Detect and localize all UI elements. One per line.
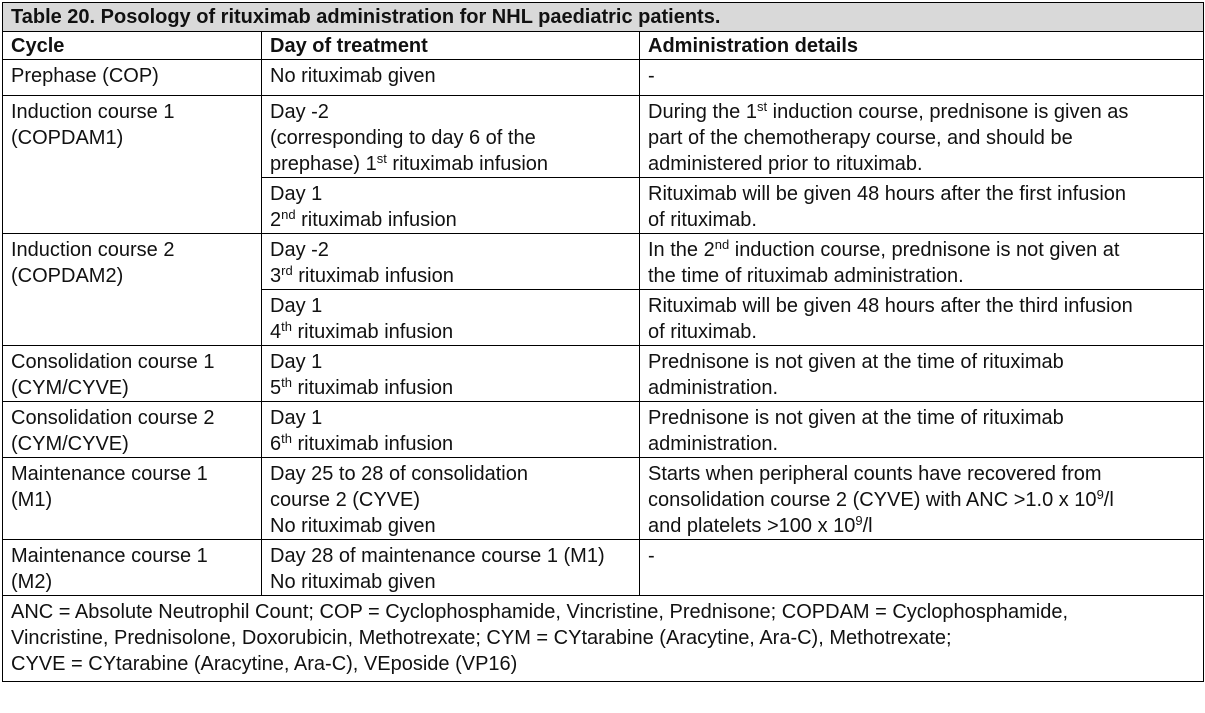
day-line: Day -2 (270, 239, 329, 261)
details-cell: - (640, 540, 1204, 596)
footnote-line: Vincristine, Prednisolone, Doxorubicin, Methotrexate; CYM = CYtarabine (Aracytine, Ara-C), Methotrexate; (11, 627, 952, 649)
header-cycle: Cycle (3, 32, 262, 60)
cycle-line: Consolidation course 1 (11, 351, 215, 373)
day-line: Day 1 (270, 351, 323, 373)
ordinal-suffix: th (281, 375, 292, 390)
text-part: 4 (270, 321, 282, 343)
cycle-cell (3, 234, 262, 346)
day-line: (corresponding to day 6 of the (270, 127, 536, 149)
day-line (270, 263, 631, 289)
text-part: 5 (270, 377, 282, 399)
text-part: rituximab infusion (386, 153, 549, 175)
day-line (270, 207, 631, 233)
text-part: /l (1103, 489, 1114, 511)
text-part: induction course, prednisone is not given at (729, 239, 1120, 261)
details-cell (640, 458, 1204, 540)
details-line: Starts when peripheral counts have recovered from (648, 463, 1102, 485)
text-part: During the 1 (648, 101, 757, 123)
header-row (3, 32, 1204, 60)
header-administration-details: Administration details (640, 32, 1204, 60)
exponent: 9 (1096, 487, 1104, 502)
day-cell (262, 458, 640, 540)
table-row (3, 346, 1204, 402)
text-part: consolidation course 2 (CYVE) with ANC >1.0 x 10 (648, 489, 1097, 511)
text-part: 2 (270, 209, 282, 231)
details-line: of rituximab. (648, 321, 757, 343)
details-line: Rituximab will be given 48 hours after the first infusion (648, 183, 1127, 205)
table-row (3, 402, 1204, 458)
details-line: administration. (648, 377, 779, 399)
table-row (3, 458, 1204, 540)
cycle-line: Maintenance course 1 (11, 545, 208, 567)
posology-table (2, 2, 1204, 682)
day-cell (262, 234, 640, 290)
day-line: Day 1 (270, 407, 323, 429)
footnote-cell (3, 596, 1204, 682)
text-part: rituximab infusion (291, 377, 454, 399)
details-cell (640, 178, 1204, 234)
details-line (648, 513, 1195, 539)
day-line: Day -2 (270, 101, 329, 123)
day-cell (262, 402, 640, 458)
day-cell (262, 346, 640, 402)
cycle-cell (3, 402, 262, 458)
details-line: administered prior to rituximab. (648, 153, 923, 175)
cycle-line: Consolidation course 2 (11, 407, 215, 429)
details-cell: - (640, 60, 1204, 96)
footnote-row (3, 596, 1204, 682)
table-row (3, 60, 1204, 96)
table-row (3, 540, 1204, 596)
day-line (270, 375, 631, 401)
day-line: No rituximab given (270, 515, 436, 537)
text-part: and platelets >100 x 10 (648, 515, 856, 537)
cycle-line: (CYM/CYVE) (11, 377, 129, 399)
ordinal-suffix: nd (714, 237, 730, 252)
text-part: rituximab infusion (292, 265, 454, 287)
day-line: No rituximab given (270, 571, 436, 593)
footnote-line: ANC = Absolute Neutrophil Count; COP = Cyclophosphamide, Vincristine, Prednisone; COPDAM = Cyclophosphamide, (11, 601, 1069, 623)
ordinal-suffix: nd (281, 207, 296, 222)
cycle-line: (COPDAM1) (11, 127, 124, 149)
text-part: rituximab infusion (295, 209, 457, 231)
details-line (648, 99, 1195, 125)
cycle-cell (3, 346, 262, 402)
details-cell (640, 402, 1204, 458)
cycle-line: (M2) (11, 571, 53, 593)
day-line: Day 25 to 28 of consolidation (270, 463, 528, 485)
text-part: 3 (270, 265, 282, 287)
text-part: In the 2 (648, 239, 715, 261)
cycle-cell (3, 540, 262, 596)
details-line: the time of rituximab administration. (648, 265, 964, 287)
cycle-line: (M1) (11, 489, 53, 511)
day-line (270, 151, 631, 177)
details-cell (640, 234, 1204, 290)
table-row (3, 234, 1204, 290)
text-part: induction course, prednisone is given as (767, 101, 1129, 123)
day-line (270, 319, 631, 345)
header-day-of-treatment: Day of treatment (262, 32, 640, 60)
ordinal-suffix: st (376, 151, 387, 166)
details-line: Prednisone is not given at the time of rituximab (648, 351, 1064, 373)
day-line: Day 1 (270, 183, 323, 205)
day-cell (262, 540, 640, 596)
details-line: part of the chemotherapy course, and should be (648, 127, 1073, 149)
text-part: 6 (270, 433, 282, 455)
details-line: administration. (648, 433, 779, 455)
day-cell: No rituximab given (262, 60, 640, 96)
day-cell (262, 178, 640, 234)
cycle-line: Maintenance course 1 (11, 463, 208, 485)
text-part: rituximab infusion (291, 433, 454, 455)
day-line: course 2 (CYVE) (270, 489, 421, 511)
ordinal-suffix: rd (281, 263, 293, 278)
day-cell (262, 96, 640, 178)
table-row (3, 96, 1204, 178)
cycle-cell (3, 458, 262, 540)
details-line: Rituximab will be given 48 hours after the third infusion (648, 295, 1133, 317)
details-line (648, 237, 1195, 263)
details-cell (640, 96, 1204, 178)
details-cell (640, 290, 1204, 346)
ordinal-suffix: th (281, 431, 292, 446)
day-line: Day 1 (270, 295, 323, 317)
ordinal-suffix: st (756, 99, 768, 114)
cycle-cell: Prephase (COP) (3, 60, 262, 96)
cycle-line: (CYM/CYVE) (11, 433, 129, 455)
exponent: 9 (855, 513, 863, 528)
day-cell (262, 290, 640, 346)
cycle-line: (COPDAM2) (11, 265, 124, 287)
text-part: /l (862, 515, 873, 537)
details-line: Prednisone is not given at the time of rituximab (648, 407, 1064, 429)
cycle-line: Induction course 2 (11, 239, 175, 261)
cycle-cell (3, 96, 262, 234)
text-part: prephase) 1 (270, 153, 377, 175)
ordinal-suffix: th (281, 319, 292, 334)
day-line (270, 431, 631, 457)
details-line (648, 487, 1195, 513)
text-part: rituximab infusion (291, 321, 454, 343)
table-caption: Table 20. Posology of rituximab administration for NHL paediatric patients. (3, 3, 1204, 32)
details-line: of rituximab. (648, 209, 757, 231)
day-line: Day 28 of maintenance course 1 (M1) (270, 545, 605, 567)
footnote-line: CYVE = CYtarabine (Aracytine, Ara-C), VEposide (VP16) (11, 653, 518, 675)
cycle-line: Induction course 1 (11, 101, 175, 123)
details-cell (640, 346, 1204, 402)
